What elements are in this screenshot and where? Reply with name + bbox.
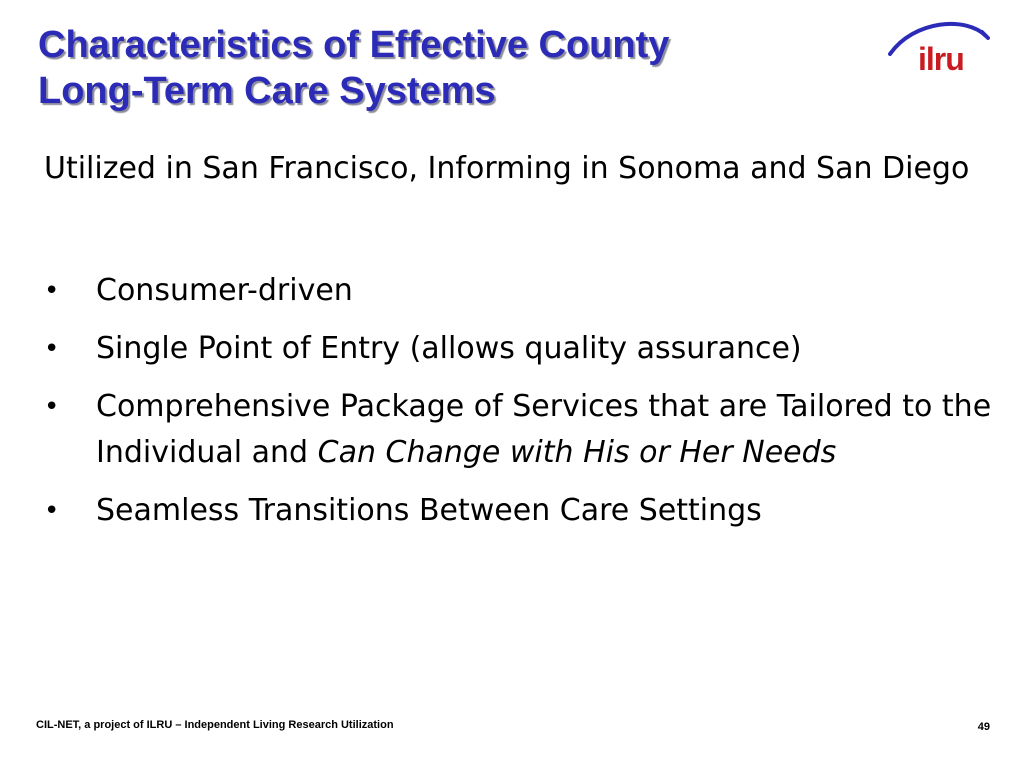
ilru-logo <box>884 14 990 78</box>
bullet-dot-icon: • <box>44 334 60 364</box>
bullet-item <box>44 384 1004 476</box>
bullet-text: Consumer-driven <box>96 273 353 308</box>
bullet-list <box>44 268 1004 546</box>
footer-text: CIL-NET, a project of ILRU – Independent Living Research Utilization <box>36 719 394 731</box>
logo-text: ilru <box>918 41 964 77</box>
intro-text: Utilized in San Francisco, Informing in Sonoma and San Diego <box>44 151 970 186</box>
slide-title <box>38 22 838 114</box>
bullet-emphasis-text: Can Change with His or Her Needs <box>317 435 837 470</box>
title-line-1: Characteristics of Effective County <box>38 24 670 66</box>
bullet-text: Seamless Transitions Between Care Settings <box>96 493 762 528</box>
bullet-dot-icon: • <box>44 496 60 526</box>
bullet-item <box>44 326 1004 372</box>
page-number: 49 <box>977 721 990 733</box>
bullet-text: Single Point of Entry (allows quality assurance) <box>96 331 802 366</box>
bullet-text: Comprehensive Package of Services that are Tailored to the Individual and <box>96 389 992 470</box>
bullet-dot-icon: • <box>44 276 60 306</box>
bullet-item <box>44 268 1004 314</box>
bullet-dot-icon: • <box>44 392 60 422</box>
title-line-2: Long-Term Care Systems <box>38 70 496 112</box>
bullet-item <box>44 488 1004 534</box>
